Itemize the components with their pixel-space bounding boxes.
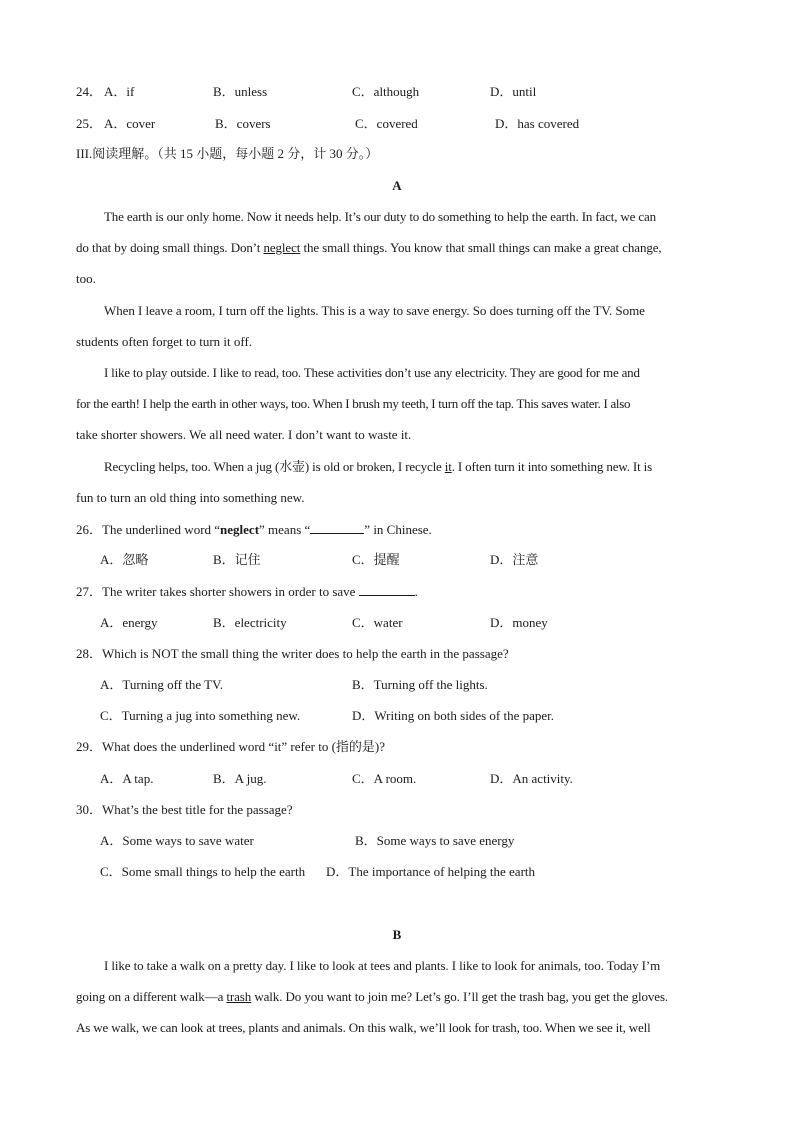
- q27-option-c[interactable]: C．water: [352, 615, 403, 630]
- q25-option-b[interactable]: B．covers: [215, 116, 271, 131]
- section-heading: III.阅读理解。（共 15 小题，每小题 2 分，计 30 分。）: [76, 146, 379, 161]
- underlined-word-neglect: neglect: [263, 240, 301, 255]
- underlined-word-trash: trash: [226, 989, 252, 1004]
- q30-option-c[interactable]: C．Some small things to help the earth: [100, 864, 306, 879]
- q26-option-c[interactable]: C．提醒: [352, 552, 400, 567]
- q24-option-b[interactable]: B．unless: [213, 84, 268, 99]
- q26-answer-blank[interactable]: [310, 521, 364, 534]
- q28-stem: 28．Which is NOT the small thing the writer does to help the earth in the passage?: [76, 646, 509, 661]
- q30-option-a[interactable]: A．Some ways to save water: [100, 833, 254, 848]
- passage-a-p3-line3: take shorter showers. We all need water. I don’t want to waste it.: [76, 427, 412, 442]
- q27-option-d[interactable]: D．money: [490, 615, 548, 630]
- passage-a-title: A: [392, 178, 402, 193]
- q30-stem: 30．What’s the best title for the passage?: [76, 802, 293, 817]
- passage-a-p2-line2: students often forget to turn it off.: [76, 334, 253, 349]
- q25-number: 25．: [76, 116, 103, 131]
- q29-option-b[interactable]: B．A jug.: [213, 771, 267, 786]
- q24-option-a[interactable]: A．if: [104, 84, 135, 99]
- q28-option-b[interactable]: B．Turning off the lights.: [352, 677, 488, 692]
- passage-a-p2-line1: When I leave a room, I turn off the lights. This is a way to save energy. So does turning off the TV. Some: [104, 303, 645, 318]
- q25-option-a[interactable]: A．cover: [104, 116, 156, 131]
- q24-option-d[interactable]: D．until: [490, 84, 537, 99]
- q27-answer-blank[interactable]: [359, 583, 415, 596]
- q29-stem: 29．What does the underlined word “it” refer to (指的是)?: [76, 739, 386, 754]
- q29-option-d[interactable]: D．An activity.: [490, 771, 573, 786]
- q29-option-c[interactable]: C．A room.: [352, 771, 417, 786]
- passage-b-line3: As we walk, we can look at trees, plants and animals. On this walk, we’ll look for trash, too. When we see it, well: [76, 1020, 651, 1035]
- q25-option-c[interactable]: C．covered: [355, 116, 418, 131]
- passage-a-p1-line2: do that by doing small things. Don’t neglect the small things. You know that small things can make a great change,: [76, 240, 662, 255]
- passage-b-line1: I like to take a walk on a pretty day. I like to look at tees and plants. I like to look for animals, too. Today I’m: [104, 958, 661, 973]
- passage-a-p4-line2: fun to turn an old thing into something new.: [76, 490, 305, 505]
- q26-stem: 26．The underlined word “neglect” means “ ” in Chinese.: [76, 522, 432, 537]
- q28-option-c[interactable]: C．Turning a jug into something new.: [100, 708, 301, 723]
- q26-option-b[interactable]: B．记住: [213, 552, 261, 567]
- q25-option-d[interactable]: D．has covered: [495, 116, 580, 131]
- q28-option-d[interactable]: D．Writing on both sides of the paper.: [352, 708, 555, 723]
- q27-option-a[interactable]: A．energy: [100, 615, 158, 630]
- q29-option-a[interactable]: A．A tap.: [100, 771, 154, 786]
- passage-b-title: B: [392, 927, 402, 942]
- q28-option-a[interactable]: A．Turning off the TV.: [100, 677, 224, 692]
- passage-a-p3-line2: for the earth! I help the earth in other ways, too. When I brush my teeth, I turn off the tap. This saves water. I also: [76, 396, 631, 411]
- q30-option-b[interactable]: B．Some ways to save energy: [355, 833, 515, 848]
- q27-option-b[interactable]: B．electricity: [213, 615, 287, 630]
- underlined-word-it: it: [444, 459, 452, 474]
- q27-stem: 27．The writer takes shorter showers in order to save .: [76, 584, 418, 599]
- passage-a-p3-line1: I like to play outside. I like to read, too. These activities don’t use any electricity. They are good for me and: [104, 365, 640, 380]
- passage-b-line2: going on a different walk—a trash walk. Do you want to join me? Let’s go. I’ll get the trash bag, you get the gloves.: [76, 989, 669, 1004]
- q30-option-d[interactable]: D．The importance of helping the earth: [326, 864, 536, 879]
- q26-option-a[interactable]: A．忽略: [100, 552, 149, 567]
- passage-a-p1-line1: The earth is our only home. Now it needs help. It’s our duty to do something to help the earth. In fact, we can: [104, 209, 656, 224]
- q24-number: 24．: [76, 84, 103, 99]
- q26-option-d[interactable]: D．注意: [490, 552, 539, 567]
- q24-option-c[interactable]: C．although: [352, 84, 420, 99]
- passage-a-p1-line3: too.: [76, 271, 96, 286]
- passage-a-p4-line1: Recycling helps, too. When a jug (水壶) is old or broken, I recycle it. I often turn it into something new. It is: [104, 459, 653, 474]
